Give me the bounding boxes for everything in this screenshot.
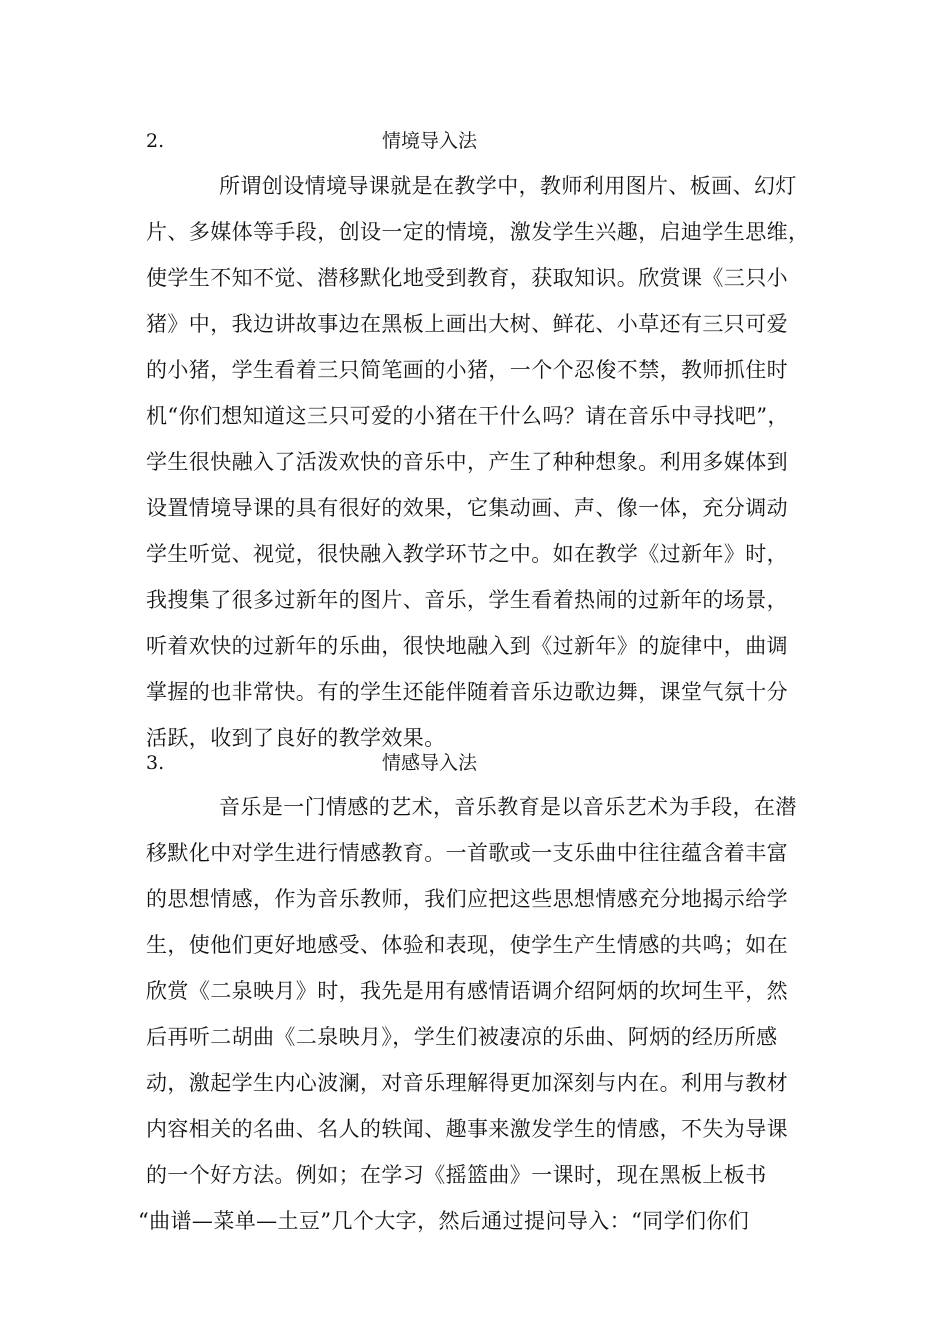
paragraph-line: 内容相关的名曲、名人的轶闻、趣事来激发学生的情感，不失为导课 (146, 1117, 788, 1141)
paragraph-line: 学生听觉、视觉，很快融入教学环节之中。如在教学《过新年》时， (146, 542, 788, 566)
paragraph-line: 的一个好方法。例如；在学习《摇篮曲》一课时，现在黑板上板书 (146, 1163, 767, 1187)
paragraph-line: 生，使他们更好地感受、体验和表现，使学生产生情感的共鸣；如在 (146, 933, 788, 957)
paragraph-line: 所谓创设情境导课就是在教学中，教师利用图片、板画、幻灯 (219, 174, 797, 198)
paragraph-line: 听着欢快的过新年的乐曲，很快地融入到《过新年》的旋律中，曲调 (146, 634, 788, 658)
section-paragraph-3 (138, 784, 806, 1244)
section-number: 3. (146, 752, 165, 774)
paragraph-line: 掌握的也非常快。有的学生还能伴随着音乐边歌边舞，课堂气氛十分 (146, 680, 788, 704)
section-title: 情感导入法 (382, 752, 478, 774)
paragraph-line: 移默化中对学生进行情感教育。一首歌或一支乐曲中往往蕴含着丰富 (146, 841, 788, 865)
paragraph-line: 的小猪，学生看着三只简笔画的小猪，一个个忍俊不禁，教师抓住时 (146, 358, 788, 382)
paragraph-line: 片、多媒体等手段，创设一定的情境，激发学生兴趣，启迪学生思维， (146, 220, 810, 244)
paragraph-line: 猪》中，我边讲故事边在黑板上画出大树、鲜花、小草还有三只可爱 (146, 312, 788, 336)
paragraph-line: 机“你们想知道这三只可爱的小猪在干什么吗？请在音乐中寻找吧”， (146, 404, 789, 428)
section-paragraph-2 (146, 163, 810, 761)
paragraph-line: 使学生不知不觉、潜移默化地受到教育，获取知识。欣赏课《三只小 (146, 266, 788, 290)
paragraph-line: 设置情境导课的具有很好的效果，它集动画、声、像一体，充分调动 (146, 496, 788, 520)
paragraph-line: 欣赏《二泉映月》时，我先是用有感情语调介绍阿炳的坎坷生平，然 (146, 979, 788, 1003)
paragraph-line: “曲谱—菜单—土豆”几个大字，然后通过提问导入：“同学们你们 (138, 1209, 750, 1233)
paragraph-line: 后再听二胡曲《二泉映月》，学生们被凄凉的乐曲、阿炳的经历所感 (146, 1025, 778, 1049)
section-number: 2. (146, 130, 165, 152)
paragraph-line: 动，激起学生内心波澜，对音乐理解得更加深刻与内在。利用与教材 (146, 1071, 788, 1095)
paragraph-line: 音乐是一门情感的艺术，音乐教育是以音乐艺术为手段，在潜 (219, 795, 797, 819)
section-title: 情境导入法 (382, 130, 478, 152)
paragraph-line: 学生很快融入了活泼欢快的音乐中，产生了种种想象。利用多媒体到 (146, 450, 788, 474)
paragraph-line: 我搜集了很多过新年的图片、音乐，学生看着热闹的过新年的场景， (146, 588, 788, 612)
paragraph-line: 活跃，收到了良好的教学效果。 (146, 726, 446, 750)
paragraph-line: 的思想情感，作为音乐教师，我们应把这些思想情感充分地揭示给学 (146, 887, 788, 911)
